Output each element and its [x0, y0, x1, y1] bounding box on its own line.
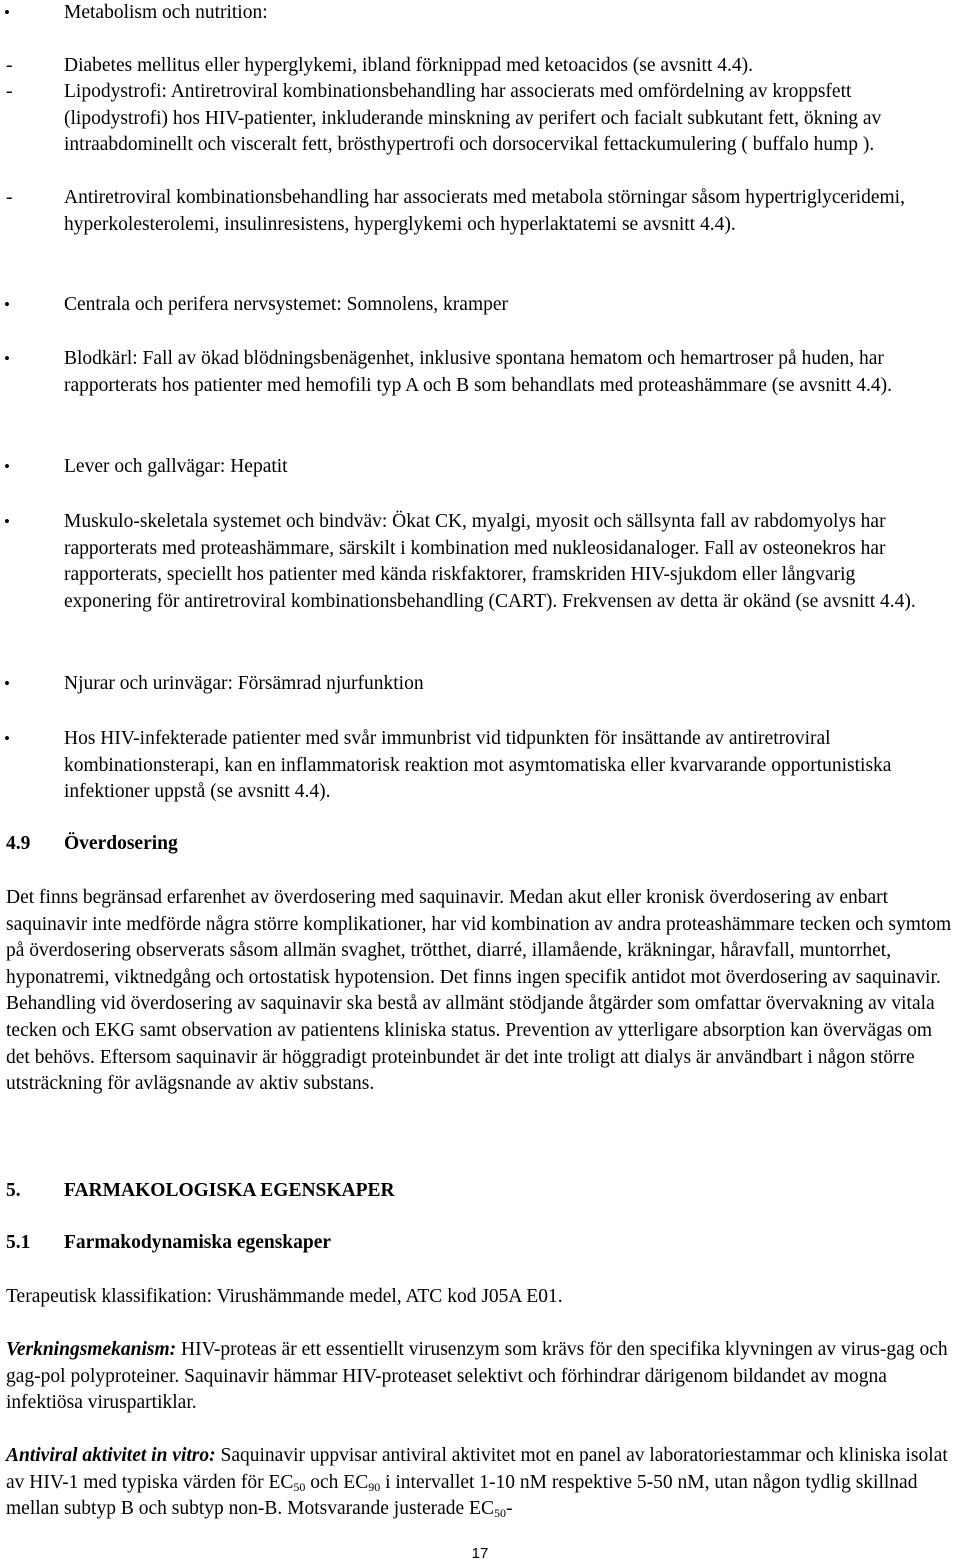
section-title: Farmakodynamiska egenskaper [64, 1232, 332, 1253]
antiviral-text-1: Saquinavir uppvisar antiviral aktivitet mot en panel av laboratoriestammar och kliniska isolat av HIV-1 med typiska värden för EC [6, 1445, 948, 1493]
overdose-paragraph: Det finns begränsad erfarenhet av överdosering med saquinavir. Medan akut eller kronisk överdosering av enbart saquinavir inte medförde några större komplikationer, har vid kombination av andra proteashämmare tecken och symtom på överdosering observerats såsom allmän svaghet, trötthet, diarré, illamående, kräkningar, håravfall, muntorrhet, hyponatremi, viktnedgång och ortostatisk hypotension. Det finns ingen specifik antidot mot överdosering av saquinavir. Behandling vid överdosering av saquinavir ska bestå av allmänt stödjande åtgärder som omfattar övervakning av vitala tecken och EKG samt observation av patientens kliniska status. Prevention av ytterligare absorption kan övervägas om det behövs. Eftersom saquinavir är höggradigt proteinbundet är det inte troligt att dialys är användbart i någon större utsträckning för avlägsnande av aktiv substans. [6, 887, 952, 1095]
mechanism-label: Verkningsmekanism: [6, 1339, 177, 1360]
ec50-subscript: 50 [293, 1479, 306, 1494]
mechanism-paragraph [6, 1337, 956, 1417]
antiviral-label: Antiviral aktivitet in vitro: [6, 1445, 216, 1466]
section-5-1-heading [6, 1230, 331, 1257]
bullet-icon: • [4, 3, 10, 22]
antiviral-text-3: i intervallet 1-10 nM respektive 5-50 nM, utan någon tydlig skillnad mellan subtyp B och subtyp non-B. Motsvarande justerade EC [6, 1471, 918, 1520]
liver-item: Lever och gallvägar: Hepatit [64, 456, 288, 477]
classification-paragraph: Terapeutisk klassifikation: Virushämmande medel, ATC kod J05A E01. [6, 1286, 563, 1307]
dash-marker: - [6, 187, 13, 208]
lipodystrophy-item: Lipodystrofi: Antiretroviral kombinationsbehandling har associerats med omfördelning av kroppsfett (lipodystrofi) hos HIV-patienter, inkluderande minskning av perifert och facialt subkutant fett, ökning av intraabdominellt och visceralt fett, brösthypertrofi och dorsocervikal fettackumulering ( buffalo hump ). [64, 81, 882, 156]
bullet-icon: • [4, 729, 10, 748]
mechanism-text: HIV-proteas är ett essentiellt virusenzym som krävs för den specifika klyvningen av virus-gag och gag-pol polyproteiner. Saquinavir hämmar HIV-proteaset selektivt och förhindrar därigenom bildandet av mogna infektiösa viruspartiklar. [6, 1339, 948, 1414]
antiviral-text-2: och EC [305, 1471, 369, 1493]
bullet-icon: • [4, 512, 10, 531]
section-4-9-heading [6, 831, 178, 858]
section-title: Överdosering [64, 833, 178, 854]
dash-marker: - [6, 81, 13, 102]
bullet-icon: • [4, 295, 10, 314]
cns-item: Centrala och perifera nervsystemet: Somnolens, kramper [64, 294, 509, 315]
vascular-item: Blodkärl: Fall av ökad blödningsbenägenhet, inklusive spontana hematom och hemartroser på huden, har rapporterats hos patienter med hemofili typ A och B som behandlats med proteashämmare (se avsnitt 4.4). [64, 348, 892, 396]
page-number: 17 [471, 1545, 489, 1562]
ec50-subscript: 50 [493, 1506, 506, 1521]
section-5-heading [6, 1178, 395, 1205]
antiviral-paragraph [6, 1443, 956, 1523]
antiviral-text-4: - [505, 1498, 513, 1520]
immune-reconstitution-item: Hos HIV-infekterade patienter med svår immunbrist vid tidpunkten för insättande av antiretroviral kombinationsterapi, kan en inflammatorisk reaktion mot asymtomatiska eller kvarvarande opportunistiska infektioner uppstå (se avsnitt 4.4). [64, 728, 892, 803]
bullet-icon: • [4, 349, 10, 368]
renal-item: Njurar och urinvägar: Försämrad njurfunktion [64, 673, 424, 694]
section-number: 5. [6, 1180, 21, 1201]
dash-marker: - [6, 55, 13, 76]
musculo-item: Muskulo-skeletala systemet och bindväv: Ökat CK, myalgi, myosit och sällsynta fall av rabdomyolys har rapporterats med proteashämmare, särskilt i kombination med nukleosidanaloger. Fall av osteonekros har rapporterats, speciellt hos patienter med kända riskfaktorer, framskriden HIV-sjukdom eller långvarig exponering för antiretroviral kombinationsbehandling (CART). Frekvensen av detta är okänd (se avsnitt 4.4). [64, 511, 916, 612]
metabolic-item: Antiretroviral kombinationsbehandling har associerats med metabola störningar såsom hypertriglyceridemi, hyperkolesterolemi, insulinresistens, hyperglykemi och hyperlaktatemi se avsnitt 4.4). [64, 187, 905, 235]
section-title: FARMAKOLOGISKA EGENSKAPER [64, 1180, 395, 1201]
metabolism-heading: Metabolism och nutrition: [64, 2, 268, 23]
section-number: 4.9 [6, 833, 31, 854]
bullet-icon: • [4, 457, 10, 476]
bullet-icon: • [4, 674, 10, 693]
section-number: 5.1 [6, 1232, 31, 1253]
ec90-subscript: 90 [368, 1479, 381, 1494]
diabetes-item: Diabetes mellitus eller hyperglykemi, ibland förknippad med ketoacidos (se avsnitt 4.4). [64, 55, 754, 76]
